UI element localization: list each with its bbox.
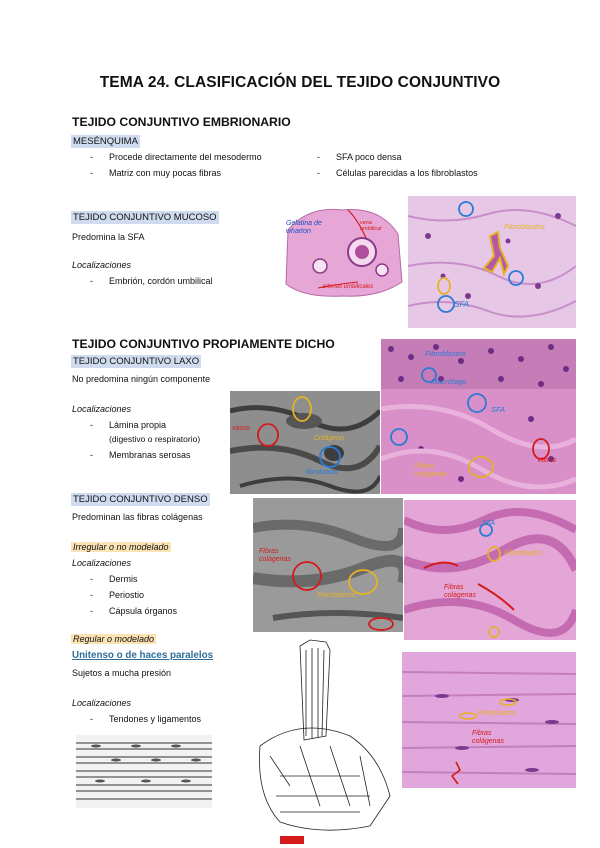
label-fibroblastos-regular: Fibroblastos bbox=[478, 710, 517, 717]
label-arterias: arterias umbilicales bbox=[322, 284, 374, 290]
regular-loc-1: Tendones y ligamentos bbox=[109, 714, 202, 724]
label-fibroblastos-laxo: Fibroblastos bbox=[425, 349, 466, 358]
mucoso-label: TEJIDO CONJUNTIVO MUCOSO bbox=[73, 212, 217, 223]
label-sfa: SFA bbox=[454, 300, 469, 309]
irregular-loc-label: Localizaciones bbox=[72, 558, 132, 568]
label-vasos2: Vasos bbox=[537, 457, 557, 464]
mesenquima-bullet-3: SFA poco densa bbox=[336, 152, 402, 162]
mucoso-desc: Predomina la SFA bbox=[72, 232, 145, 242]
denso-desc: Predominan las fibras colágenas bbox=[72, 512, 203, 522]
label-fibroblastos2-irregular: Fibroblastos bbox=[504, 550, 543, 557]
label-vasos: vasos bbox=[232, 425, 251, 432]
bullet-dash: - bbox=[90, 420, 93, 430]
bullet-dash: - bbox=[90, 714, 93, 724]
label-fibroblastos-irregular: Fibroblastos bbox=[317, 592, 356, 599]
mucoso-histology-image bbox=[408, 196, 576, 328]
bullet-dash: - bbox=[90, 590, 93, 600]
label-macrofago: Macrófago bbox=[431, 377, 467, 386]
page-title: TEMA 24. CLASIFICACIÓN DEL TEJIDO CONJUNTIVO bbox=[99, 74, 501, 91]
denso-label: TEJIDO CONJUNTIVO DENSO bbox=[73, 494, 208, 505]
mesenquima-label: MESÉNQUIMA bbox=[73, 136, 138, 147]
label-gelatina: Gelatina de wharton bbox=[286, 220, 322, 235]
label-fibroblastos: Fibroblastos bbox=[504, 222, 545, 231]
label-fibras-laxo: Fibras colágenas bbox=[415, 463, 447, 478]
unitenso-link[interactable]: Unitenso o de haces paralelos bbox=[72, 650, 214, 661]
laxo-histology-image bbox=[381, 339, 576, 494]
bullet-dash: - bbox=[90, 574, 93, 584]
bullet-dash: - bbox=[317, 168, 320, 178]
section-heading-embrionario: TEJIDO CONJUNTIVO EMBRIONARIO bbox=[72, 115, 291, 129]
bullet-dash: - bbox=[317, 152, 320, 162]
mesenquima-bullet-2: Matriz con muy pocas fibras bbox=[109, 168, 222, 178]
tendon-drawing bbox=[76, 735, 212, 808]
section-heading-propio: TEJIDO CONJUNTIVO PROPIAMENTE DICHO bbox=[72, 337, 335, 351]
label-sfa-irregular: SFA bbox=[482, 520, 496, 527]
regular-desc: Sujetos a mucha presión bbox=[72, 668, 172, 678]
irregular-loc-3: Cápsula órganos bbox=[109, 606, 178, 616]
label-fibras-regular: Fibras colágenas bbox=[472, 730, 504, 745]
regular-loc-label: Localizaciones bbox=[72, 698, 132, 708]
bullet-dash: - bbox=[90, 450, 93, 460]
label-sfa-laxo: SFA bbox=[491, 405, 506, 414]
label-fibras2-irregular: Fibras colágenas bbox=[444, 584, 476, 599]
laxo-label: TEJIDO CONJUNTIVO LAXO bbox=[73, 356, 200, 367]
label-colageno: Colágeno bbox=[314, 435, 344, 442]
irregular-label: Irregular o no modelado bbox=[73, 542, 169, 552]
laxo-em-image bbox=[230, 391, 380, 494]
regular-label: Regular o modelado bbox=[73, 634, 155, 644]
irregular-loc-2: Periostio bbox=[109, 590, 145, 600]
label-fibras-irregular: Fibras colágenas bbox=[259, 548, 291, 563]
laxo-desc: No predomina ningún componente bbox=[72, 374, 211, 384]
mesenquima-bullet-4: Células parecidas a los fibroblastos bbox=[336, 168, 478, 178]
bullet-dash: - bbox=[90, 168, 93, 178]
bullet-dash: - bbox=[90, 276, 93, 286]
regular-histology-image bbox=[402, 652, 576, 788]
irregular-em-image bbox=[253, 498, 403, 632]
irregular-histology-image bbox=[404, 500, 576, 640]
laxo-loc-note: (digestivo o respiratorio) bbox=[109, 434, 201, 444]
mesenquima-bullet-1: Procede directamente del mesodermo bbox=[109, 152, 262, 162]
irregular-loc-1: Dermis bbox=[109, 574, 138, 584]
mucoso-loc-label: Localizaciones bbox=[72, 260, 132, 270]
bullet-dash: - bbox=[90, 606, 93, 616]
mucoso-loc-1: Embrión, cordón umbilical bbox=[109, 276, 213, 286]
laxo-loc-label: Localizaciones bbox=[72, 404, 132, 414]
label-vena: vena umbilical bbox=[360, 220, 382, 232]
tendon-3d-sketch bbox=[240, 636, 400, 846]
bullet-dash: - bbox=[90, 152, 93, 162]
laxo-loc-2: Membranas serosas bbox=[109, 450, 191, 460]
label-fibroblasto: fibroblasto bbox=[306, 469, 339, 476]
umbilical-cord-image bbox=[278, 200, 406, 300]
laxo-loc-1: Lámina propia bbox=[109, 420, 167, 430]
